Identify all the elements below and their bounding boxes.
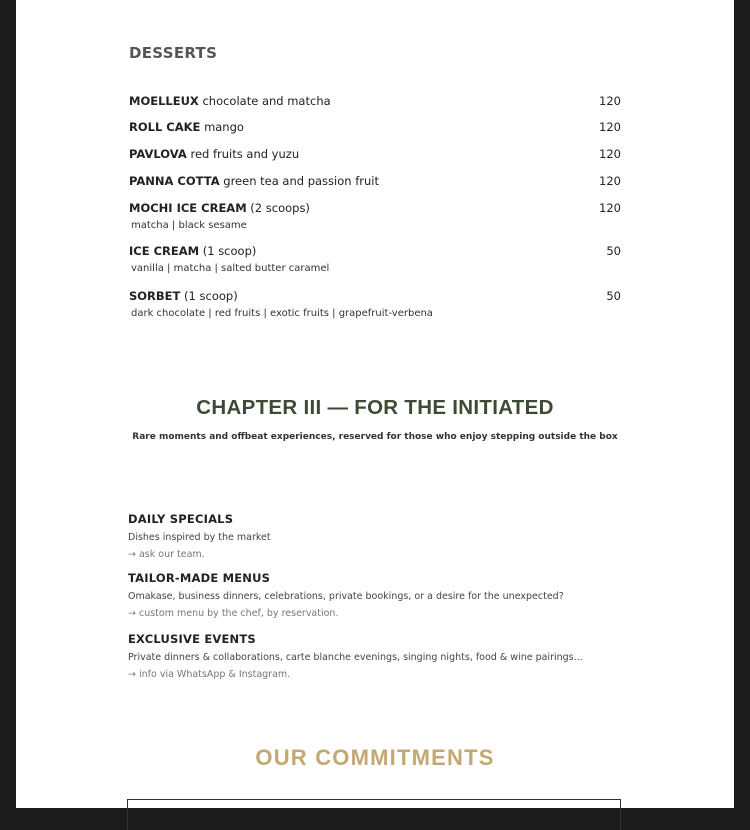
menu-item xyxy=(129,147,621,161)
item-price: 120 xyxy=(599,201,621,215)
item-price: 120 xyxy=(599,174,621,188)
item-price: 50 xyxy=(606,289,621,303)
item-price: 120 xyxy=(599,94,621,108)
item-name: ICE CREAM xyxy=(129,244,200,258)
menu-item xyxy=(129,174,621,188)
item-desc: green tea and passion fruit xyxy=(223,174,379,188)
menu-item xyxy=(129,201,621,231)
item-variants: dark chocolate | red fruits | exotic fruits | grapefruit-verbena xyxy=(131,308,433,319)
special-desc: Dishes inspired by the market xyxy=(128,532,271,543)
menu-page xyxy=(16,0,734,808)
special-note: → custom menu by the chef, by reservation. xyxy=(128,608,339,619)
menu-item xyxy=(129,94,621,108)
special-title: EXCLUSIVE EVENTS xyxy=(128,632,256,646)
chapter-subtitle: Rare moments and offbeat experiences, reserved for those who enjoy stepping outside the box xyxy=(132,432,618,442)
item-desc: mango xyxy=(204,120,244,134)
special-desc: Omakase, business dinners, celebrations, private bookings, or a desire for the unexpected? xyxy=(128,591,564,602)
special-block xyxy=(128,512,628,560)
special-title: DAILY SPECIALS xyxy=(128,512,234,526)
item-name: ROLL CAKE xyxy=(129,120,201,134)
item-name: SORBET xyxy=(129,289,181,303)
item-price: 50 xyxy=(606,244,621,258)
item-price: 120 xyxy=(599,120,621,134)
item-name: PAVLOVA xyxy=(129,147,187,161)
item-desc: (1 scoop) xyxy=(184,289,238,303)
item-variants: vanilla | matcha | salted butter caramel xyxy=(131,263,330,274)
special-block xyxy=(128,571,628,619)
item-name: MOELLEUX xyxy=(129,94,199,108)
special-block xyxy=(128,632,628,680)
special-desc: Private dinners & collaborations, carte blanche evenings, singing nights, food & wine pairings... xyxy=(128,652,583,663)
item-desc: (2 scoops) xyxy=(250,201,310,215)
item-name: MOCHI ICE CREAM xyxy=(129,201,247,215)
commitments-title: OUR COMMITMENTS xyxy=(255,745,495,770)
item-desc: (1 scoop) xyxy=(202,244,257,258)
item-variants: matcha | black sesame xyxy=(131,220,247,231)
commitments-box xyxy=(127,799,621,830)
item-name: PANNA COTTA xyxy=(129,174,220,188)
special-title: TAILOR-MADE MENUS xyxy=(128,571,271,585)
item-desc: red fruits and yuzu xyxy=(190,147,300,161)
chapter-title: CHAPTER III — FOR THE INITIATED xyxy=(196,396,554,419)
item-desc: chocolate and matcha xyxy=(202,94,331,108)
special-note: → info via WhatsApp & Instagram. xyxy=(128,669,291,680)
item-price: 120 xyxy=(599,147,621,161)
special-note: → ask our team. xyxy=(128,549,205,560)
desserts-title: DESSERTS xyxy=(129,44,218,62)
menu-item xyxy=(129,289,621,319)
menu-item xyxy=(129,244,621,274)
menu-item xyxy=(129,120,621,134)
